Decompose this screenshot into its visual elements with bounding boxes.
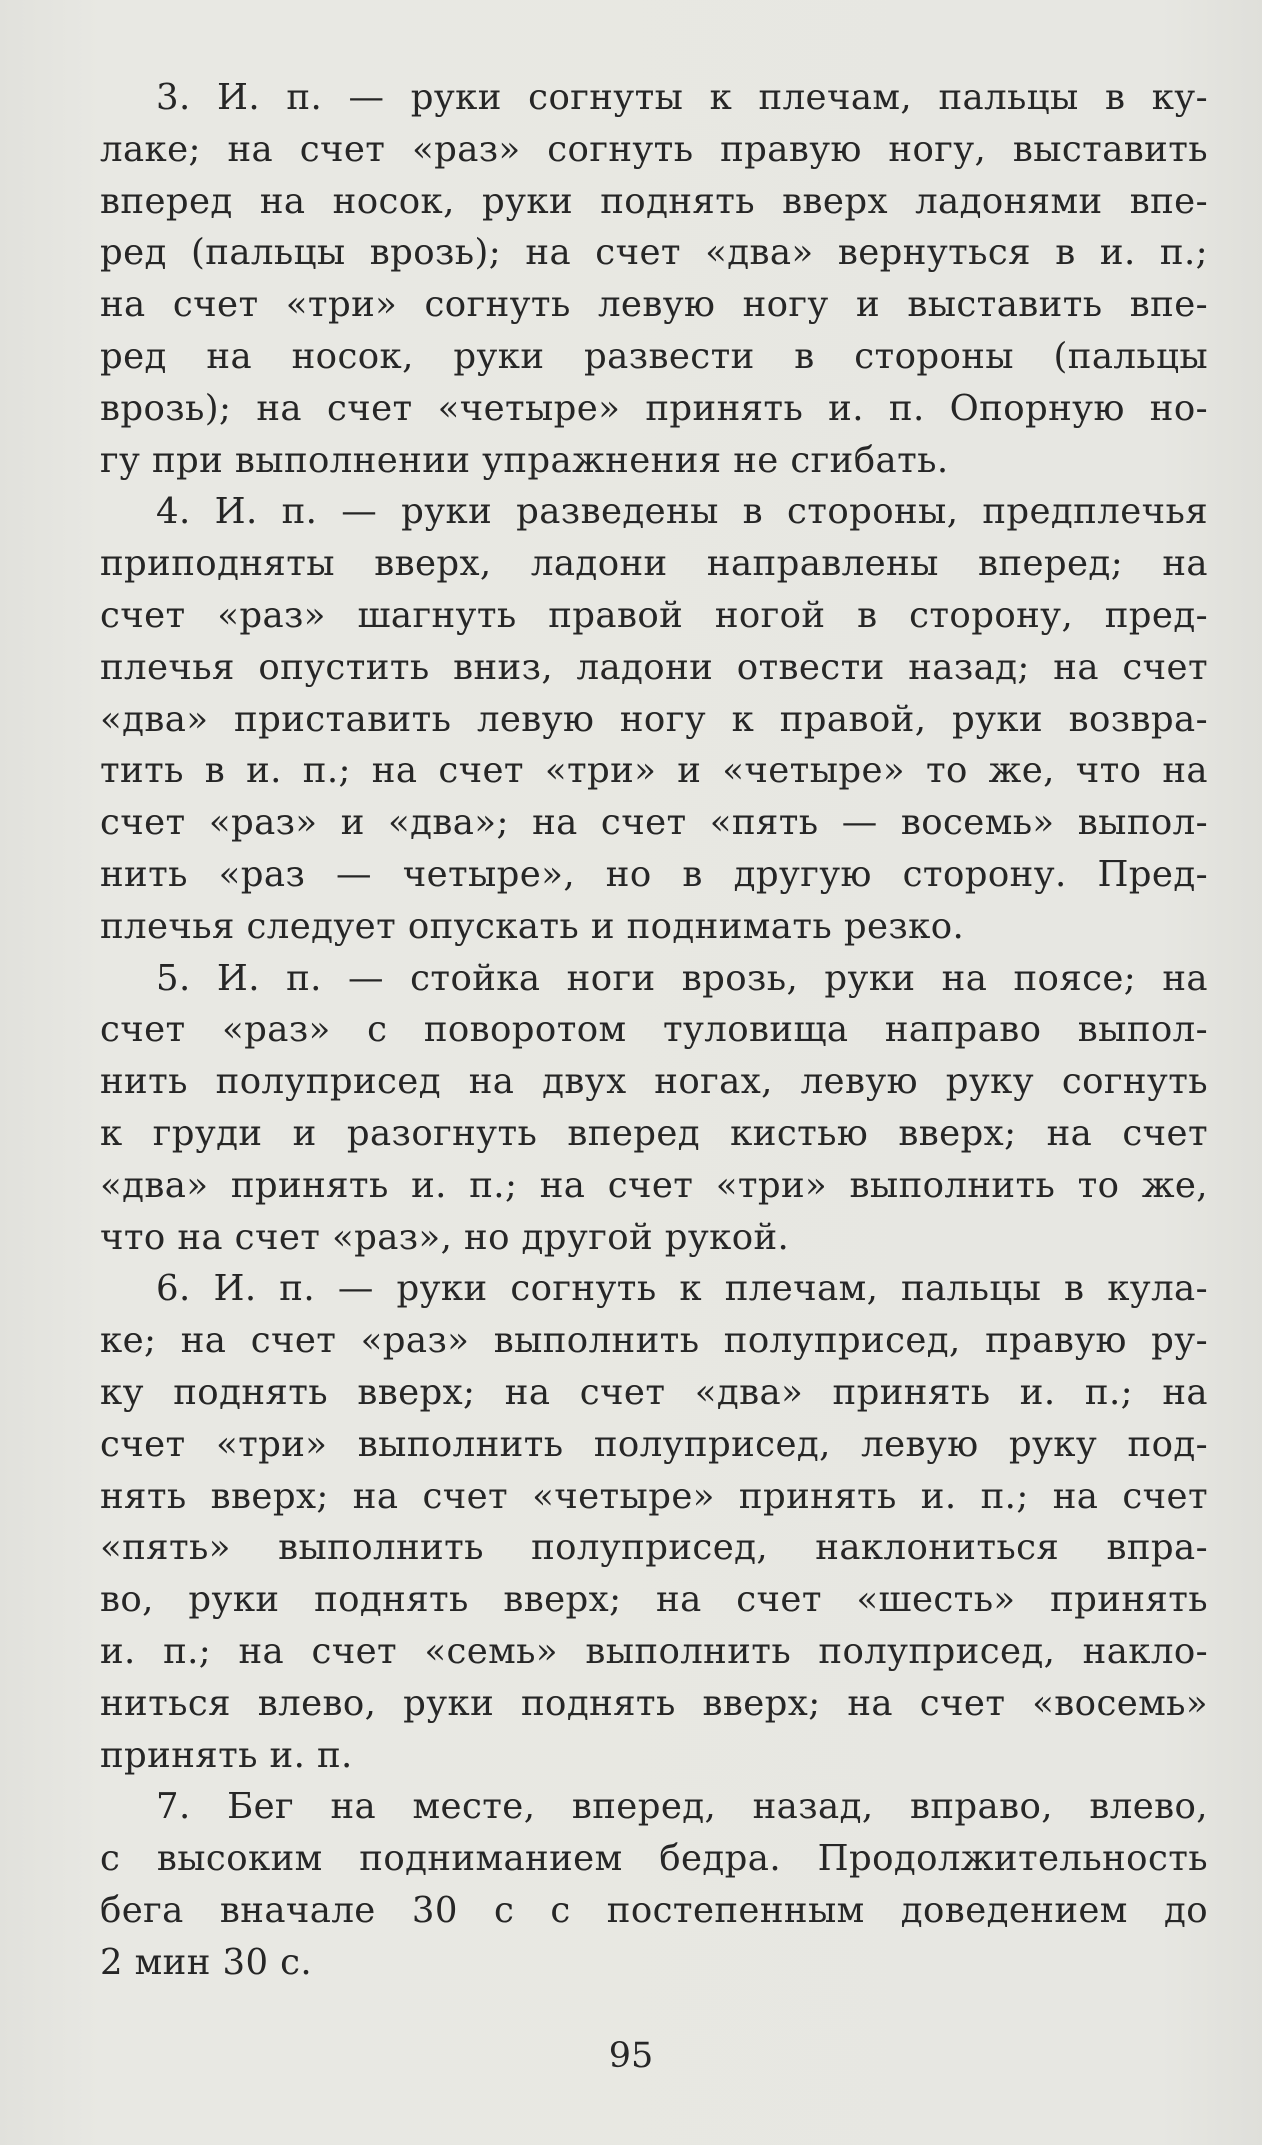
text-line: 6. И. п. — руки согнуть к плечам, пальцы в кула- <box>156 1268 1208 1310</box>
text-line: «два» приставить левую ногу к правой, руки возвра- <box>100 698 1208 740</box>
text-line: и. п.; на счет «семь» выполнить полуприсед, накло- <box>100 1630 1208 1672</box>
text-line: ред (пальцы врозь); на счет «два» вернуться в и. п.; <box>100 232 1208 274</box>
text-line: «пять» выполнить полуприсед, наклониться впра- <box>100 1527 1208 1569</box>
paragraph-exercise-7 <box>100 1781 1208 1988</box>
text-line: лаке; на счет «раз» согнуть правую ногу, выставить <box>100 128 1208 170</box>
text-line: 3. И. п. — руки согнуты к плечам, пальцы в ку- <box>156 77 1208 118</box>
text-line: счет «раз» и «два»; на счет «пять — восемь» выпол- <box>100 802 1208 844</box>
text-line: счет «раз» шагнуть правой ногой в сторону, пред- <box>100 594 1208 636</box>
page-number: 95 <box>608 2036 654 2076</box>
paragraph-exercise-3 <box>100 72 1208 486</box>
text-line: ке; на счет «раз» выполнить полуприсед, правую ру- <box>100 1320 1208 1362</box>
exercise-text <box>100 72 1208 1988</box>
text-line: 4. И. п. — руки разведены в стороны, предплечья <box>156 491 1208 533</box>
text-line: ниться влево, руки поднять вверх; на счет «восемь» <box>100 1682 1208 1724</box>
text-line: «два» принять и. п.; на счет «три» выполнить то же, <box>100 1164 1208 1206</box>
text-line: вперед на носок, руки поднять вверх ладонями впе- <box>100 180 1208 222</box>
paragraph-exercise-4 <box>100 486 1208 952</box>
text-line: бега вначале 30 с с постепенным доведением до <box>100 1889 1208 1931</box>
text-line: 5. И. п. — стойка ноги врозь, руки на поясе; на <box>156 957 1208 999</box>
text-line: что на счет «раз», но другой рукой. <box>100 1216 790 1258</box>
text-line: ку поднять вверх; на счет «два» принять и. п.; на <box>100 1371 1208 1413</box>
text-line: врозь); на счет «четыре» принять и. п. Опорную но- <box>100 387 1208 429</box>
text-line: нить «раз — четыре», но в другую сторону. Пред- <box>100 853 1208 895</box>
text-line: плечья опустить вниз, ладони отвести назад; на счет <box>100 646 1208 688</box>
text-line: с высоким подниманием бедра. Продолжительность <box>100 1838 1208 1880</box>
text-line: 2 мин 30 с. <box>100 1941 313 1983</box>
text-line: приподняты вверх, ладони направлены вперед; на <box>100 543 1208 585</box>
text-line: счет «три» выполнить полуприсед, левую руку под- <box>100 1423 1208 1465</box>
text-line: счет «раз» с поворотом туловища направо выпол- <box>100 1009 1208 1051</box>
paragraph-exercise-5 <box>100 953 1208 1264</box>
text-line: ред на носок, руки развести в стороны (пальцы <box>100 335 1208 377</box>
text-line: 7. Бег на месте, вперед, назад, вправо, влево, <box>156 1786 1208 1828</box>
text-line: плечья следует опускать и поднимать резко. <box>100 905 965 947</box>
text-line: к груди и разогнуть вперед кистью вверх; на счет <box>100 1112 1208 1154</box>
text-line: нить полуприсед на двух ногах, левую руку согнуть <box>100 1061 1208 1103</box>
text-line: во, руки поднять вверх; на счет «шесть» принять <box>100 1579 1208 1621</box>
paragraph-exercise-6 <box>100 1263 1208 1781</box>
text-line: на счет «три» согнуть левую ногу и выставить впе- <box>100 284 1208 326</box>
text-line: гу при выполнении упражнения не сгибать. <box>100 439 949 481</box>
text-line: нять вверх; на счет «четыре» принять и. п.; на счет <box>100 1475 1208 1517</box>
text-line: принять и. п. <box>100 1734 353 1776</box>
text-line: тить в и. п.; на счет «три» и «четыре» то же, что на <box>100 750 1208 792</box>
